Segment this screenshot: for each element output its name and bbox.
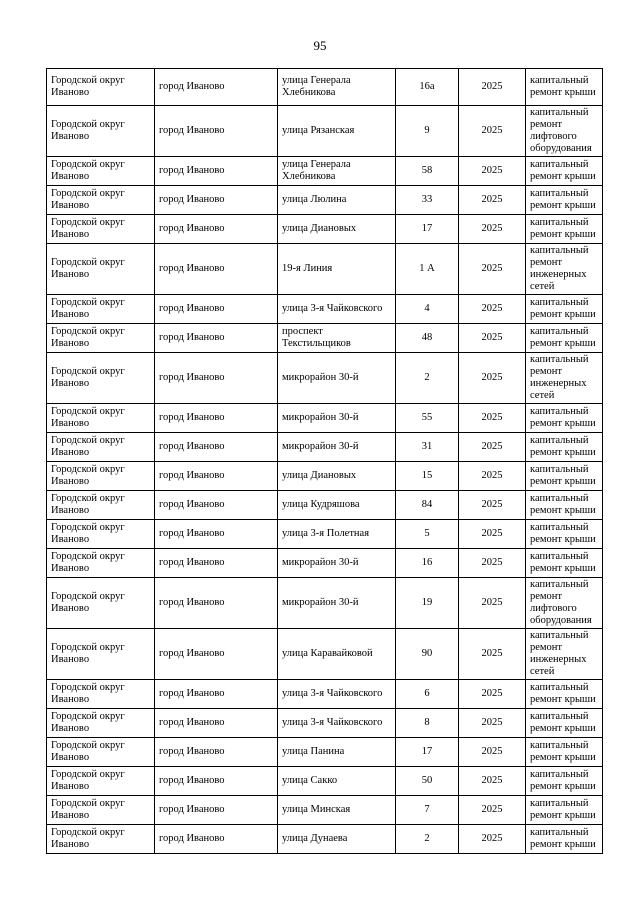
table-body <box>47 69 603 854</box>
work-type-cell: капитальный ремонт крыши <box>526 462 603 491</box>
municipality-cell: Городской округ Иваново <box>47 796 155 825</box>
locality-cell: город Иваново <box>155 404 278 433</box>
street-cell: улица Дунаева <box>278 825 396 854</box>
work-type-cell: капитальный ремонт крыши <box>526 767 603 796</box>
work-type-cell: капитальный ремонт лифтового оборудования <box>526 578 603 629</box>
work-type-cell: капитальный ремонт крыши <box>526 825 603 854</box>
year-cell: 2025 <box>459 404 526 433</box>
locality-cell: город Иваново <box>155 738 278 767</box>
street-cell: улица 3-я Чайковского <box>278 295 396 324</box>
house-number-cell: 16 <box>396 549 459 578</box>
street-cell: 19-я Линия <box>278 244 396 295</box>
year-cell: 2025 <box>459 738 526 767</box>
year-cell: 2025 <box>459 680 526 709</box>
house-number-cell: 58 <box>396 157 459 186</box>
locality-cell: город Иваново <box>155 215 278 244</box>
locality-cell: город Иваново <box>155 324 278 353</box>
table-row <box>47 244 603 295</box>
house-number-cell: 17 <box>396 738 459 767</box>
locality-cell: город Иваново <box>155 295 278 324</box>
municipality-cell: Городской округ Иваново <box>47 520 155 549</box>
street-cell: микрорайон 30-й <box>278 353 396 404</box>
house-number-cell: 4 <box>396 295 459 324</box>
street-cell: улица Сакко <box>278 767 396 796</box>
municipality-cell: Городской округ Иваново <box>47 215 155 244</box>
table-row <box>47 295 603 324</box>
street-cell: микрорайон 30-й <box>278 404 396 433</box>
year-cell: 2025 <box>459 295 526 324</box>
municipality-cell: Городской округ Иваново <box>47 244 155 295</box>
house-number-cell: 2 <box>396 825 459 854</box>
municipality-cell: Городской округ Иваново <box>47 186 155 215</box>
locality-cell: город Иваново <box>155 186 278 215</box>
street-cell: улица Генерала Хлебникова <box>278 157 396 186</box>
street-cell: улица Генерала Хлебникова <box>278 69 396 106</box>
table-row <box>47 796 603 825</box>
locality-cell: город Иваново <box>155 69 278 106</box>
municipality-cell: Городской округ Иваново <box>47 549 155 578</box>
municipality-cell: Городской округ Иваново <box>47 738 155 767</box>
municipality-cell: Городской округ Иваново <box>47 629 155 680</box>
year-cell: 2025 <box>459 157 526 186</box>
house-number-cell: 7 <box>396 796 459 825</box>
locality-cell: город Иваново <box>155 629 278 680</box>
house-number-cell: 55 <box>396 404 459 433</box>
house-number-cell: 48 <box>396 324 459 353</box>
table-row <box>47 520 603 549</box>
locality-cell: город Иваново <box>155 353 278 404</box>
work-type-cell: капитальный ремонт крыши <box>526 324 603 353</box>
street-cell: улица Кудряшова <box>278 491 396 520</box>
locality-cell: город Иваново <box>155 825 278 854</box>
municipality-cell: Городской округ Иваново <box>47 404 155 433</box>
locality-cell: город Иваново <box>155 244 278 295</box>
municipality-cell: Городской округ Иваново <box>47 69 155 106</box>
table-row <box>47 106 603 157</box>
work-type-cell: капитальный ремонт инженерных сетей <box>526 353 603 404</box>
table-row <box>47 578 603 629</box>
table-row <box>47 767 603 796</box>
street-cell: улица Панина <box>278 738 396 767</box>
street-cell: микрорайон 30-й <box>278 433 396 462</box>
street-cell: улица Рязанская <box>278 106 396 157</box>
locality-cell: город Иваново <box>155 796 278 825</box>
work-type-cell: капитальный ремонт крыши <box>526 520 603 549</box>
year-cell: 2025 <box>459 353 526 404</box>
table-row <box>47 353 603 404</box>
work-type-cell: капитальный ремонт крыши <box>526 549 603 578</box>
year-cell: 2025 <box>459 433 526 462</box>
street-cell: улица 3-я Полетная <box>278 520 396 549</box>
table-row <box>47 215 603 244</box>
municipality-cell: Городской округ Иваново <box>47 709 155 738</box>
house-number-cell: 9 <box>396 106 459 157</box>
year-cell: 2025 <box>459 578 526 629</box>
work-type-cell: капитальный ремонт крыши <box>526 215 603 244</box>
year-cell: 2025 <box>459 491 526 520</box>
municipality-cell: Городской округ Иваново <box>47 825 155 854</box>
work-type-cell: капитальный ремонт крыши <box>526 186 603 215</box>
year-cell: 2025 <box>459 796 526 825</box>
year-cell: 2025 <box>459 549 526 578</box>
table-row <box>47 549 603 578</box>
locality-cell: город Иваново <box>155 578 278 629</box>
table-row <box>47 680 603 709</box>
locality-cell: город Иваново <box>155 520 278 549</box>
work-type-cell: капитальный ремонт крыши <box>526 404 603 433</box>
house-number-cell: 84 <box>396 491 459 520</box>
table-row <box>47 491 603 520</box>
table-row <box>47 404 603 433</box>
house-number-cell: 6 <box>396 680 459 709</box>
locality-cell: город Иваново <box>155 106 278 157</box>
year-cell: 2025 <box>459 709 526 738</box>
street-cell: улица Каравайковой <box>278 629 396 680</box>
street-cell: улица 3-я Чайковского <box>278 680 396 709</box>
work-type-cell: капитальный ремонт крыши <box>526 709 603 738</box>
year-cell: 2025 <box>459 106 526 157</box>
work-type-cell: капитальный ремонт крыши <box>526 680 603 709</box>
year-cell: 2025 <box>459 244 526 295</box>
table-row <box>47 69 603 106</box>
house-number-cell: 50 <box>396 767 459 796</box>
year-cell: 2025 <box>459 69 526 106</box>
municipality-cell: Городской округ Иваново <box>47 433 155 462</box>
house-number-cell: 15 <box>396 462 459 491</box>
work-type-cell: капитальный ремонт крыши <box>526 295 603 324</box>
locality-cell: город Иваново <box>155 709 278 738</box>
table-row <box>47 462 603 491</box>
year-cell: 2025 <box>459 215 526 244</box>
table-row <box>47 186 603 215</box>
work-type-cell: капитальный ремонт крыши <box>526 738 603 767</box>
year-cell: 2025 <box>459 324 526 353</box>
table-row <box>47 433 603 462</box>
house-number-cell: 8 <box>396 709 459 738</box>
municipality-cell: Городской округ Иваново <box>47 767 155 796</box>
table-row <box>47 157 603 186</box>
work-type-cell: капитальный ремонт крыши <box>526 491 603 520</box>
work-type-cell: капитальный ремонт лифтового оборудования <box>526 106 603 157</box>
municipality-cell: Городской округ Иваново <box>47 680 155 709</box>
locality-cell: город Иваново <box>155 680 278 709</box>
municipality-cell: Городской округ Иваново <box>47 295 155 324</box>
work-type-cell: капитальный ремонт крыши <box>526 69 603 106</box>
house-number-cell: 19 <box>396 578 459 629</box>
year-cell: 2025 <box>459 629 526 680</box>
locality-cell: город Иваново <box>155 433 278 462</box>
house-number-cell: 33 <box>396 186 459 215</box>
repair-schedule-table <box>46 68 603 854</box>
year-cell: 2025 <box>459 520 526 549</box>
municipality-cell: Городской округ Иваново <box>47 157 155 186</box>
locality-cell: город Иваново <box>155 491 278 520</box>
street-cell: улица Диановых <box>278 215 396 244</box>
locality-cell: город Иваново <box>155 549 278 578</box>
house-number-cell: 2 <box>396 353 459 404</box>
work-type-cell: капитальный ремонт крыши <box>526 796 603 825</box>
table-row <box>47 738 603 767</box>
municipality-cell: Городской округ Иваново <box>47 578 155 629</box>
street-cell: улица Люлина <box>278 186 396 215</box>
table-row <box>47 629 603 680</box>
table-row <box>47 709 603 738</box>
street-cell: улица Диановых <box>278 462 396 491</box>
work-type-cell: капитальный ремонт крыши <box>526 433 603 462</box>
year-cell: 2025 <box>459 825 526 854</box>
municipality-cell: Городской округ Иваново <box>47 491 155 520</box>
house-number-cell: 17 <box>396 215 459 244</box>
house-number-cell: 90 <box>396 629 459 680</box>
year-cell: 2025 <box>459 767 526 796</box>
house-number-cell: 5 <box>396 520 459 549</box>
municipality-cell: Городской округ Иваново <box>47 106 155 157</box>
house-number-cell: 1 А <box>396 244 459 295</box>
street-cell: микрорайон 30-й <box>278 549 396 578</box>
street-cell: улица Минская <box>278 796 396 825</box>
table-row <box>47 825 603 854</box>
work-type-cell: капитальный ремонт инженерных сетей <box>526 244 603 295</box>
work-type-cell: капитальный ремонт инженерных сетей <box>526 629 603 680</box>
year-cell: 2025 <box>459 186 526 215</box>
municipality-cell: Городской округ Иваново <box>47 462 155 491</box>
house-number-cell: 16а <box>396 69 459 106</box>
year-cell: 2025 <box>459 462 526 491</box>
municipality-cell: Городской округ Иваново <box>47 353 155 404</box>
street-cell: микрорайон 30-й <box>278 578 396 629</box>
street-cell: проспект Текстильщиков <box>278 324 396 353</box>
table-row <box>47 324 603 353</box>
municipality-cell: Городской округ Иваново <box>47 324 155 353</box>
locality-cell: город Иваново <box>155 462 278 491</box>
work-type-cell: капитальный ремонт крыши <box>526 157 603 186</box>
locality-cell: город Иваново <box>155 157 278 186</box>
locality-cell: город Иваново <box>155 767 278 796</box>
page-number: 95 <box>313 38 327 53</box>
street-cell: улица 3-я Чайковского <box>278 709 396 738</box>
house-number-cell: 31 <box>396 433 459 462</box>
